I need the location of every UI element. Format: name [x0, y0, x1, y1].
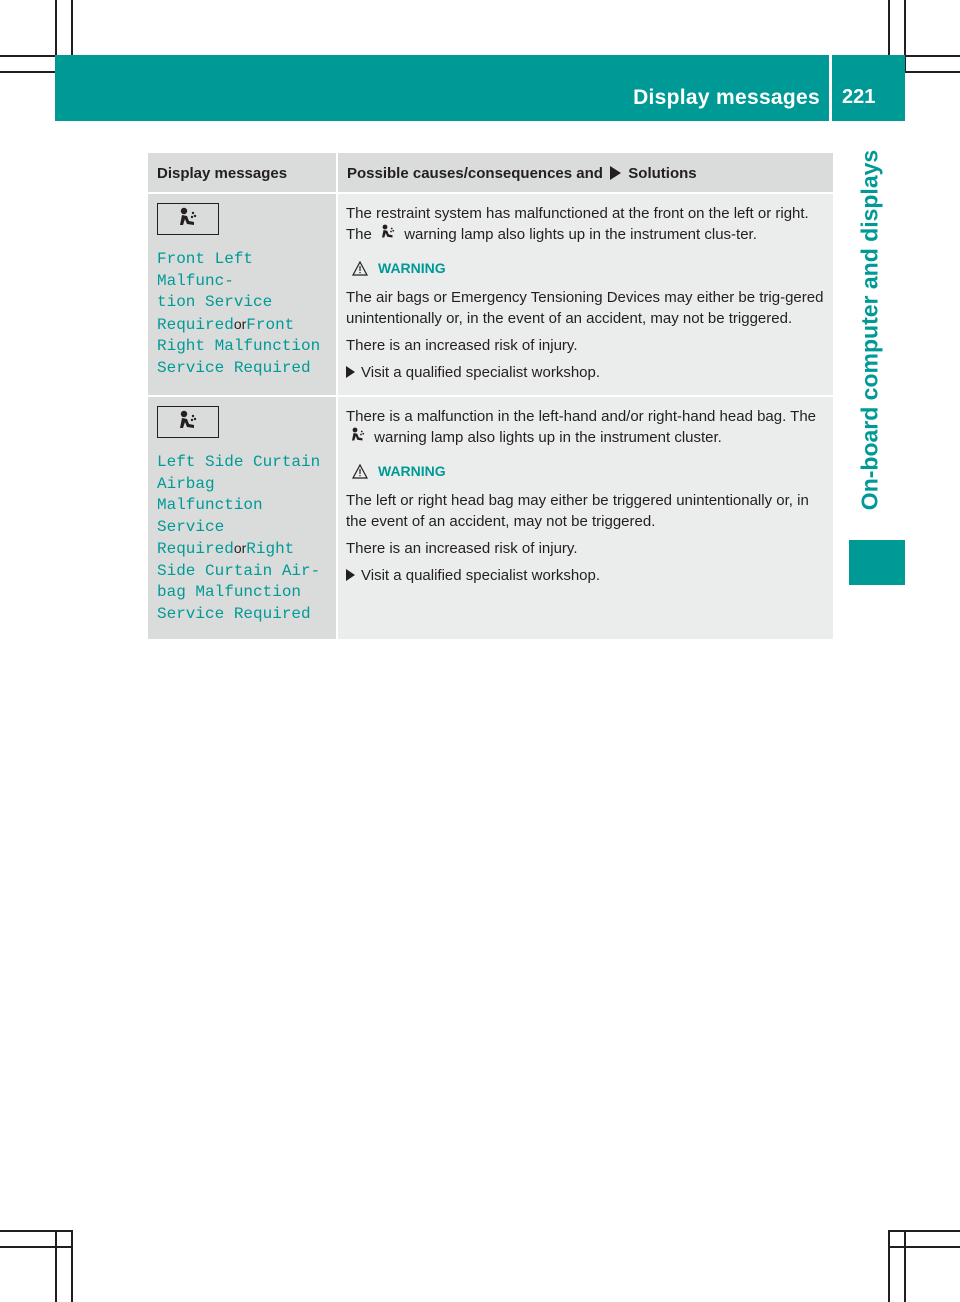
- or-word: or: [233, 540, 247, 556]
- message-fragment: Service Required: [157, 604, 311, 623]
- description-text: [346, 203, 827, 248]
- crop-mark: [55, 1230, 57, 1302]
- table-row: [148, 395, 833, 639]
- crop-mark: [904, 1230, 906, 1302]
- play-arrow-icon: [610, 166, 621, 180]
- action-arrow-icon: [346, 366, 355, 378]
- action-item: [346, 565, 827, 586]
- display-message-cell: [148, 395, 338, 639]
- warning-text: The air bags or Emergency Tensioning Devices may either be trig-gered unintentionally or, in the event of an accident, may not be triggered.: [346, 289, 824, 327]
- display-message-cell: [148, 192, 338, 395]
- warning-label: WARNING: [378, 463, 446, 479]
- display-messages-table: [148, 153, 833, 639]
- message-fragment: Malfunc-: [157, 271, 234, 290]
- col-header-causes: [338, 153, 833, 192]
- message-fragment: Front: [246, 315, 295, 334]
- action-item: [346, 362, 827, 383]
- causes-cell: [338, 192, 833, 395]
- warning-label: WARNING: [378, 260, 446, 276]
- risk-text: There is an increased risk of injury.: [346, 540, 578, 557]
- description-part: warning lamp also lights up in the instrument clus-ter.: [404, 226, 757, 243]
- message-fragment: Right Malfunction: [157, 337, 321, 355]
- col-header-display-messages: Display messages: [148, 153, 338, 192]
- warning-triangle-icon: [352, 261, 368, 276]
- message-fragment: Service: [157, 517, 225, 536]
- message-fragment: Front: [157, 250, 206, 268]
- crop-mark: [888, 1230, 960, 1232]
- or-word: or: [233, 315, 247, 332]
- section-side-label: On-board computer and displays: [856, 149, 883, 511]
- warning-text: The left or right head bag may either be triggered unintentionally or, in the event of an accident, may not be triggered.: [346, 492, 809, 530]
- risk-text: There is an increased risk of injury.: [346, 337, 578, 354]
- crop-mark: [0, 1230, 73, 1232]
- causes-cell: [338, 395, 833, 639]
- description-part: There is a malfunction in the left-hand and/or right-hand head bag. The: [346, 408, 817, 425]
- message-fragment: Left Side Curtain: [157, 453, 321, 471]
- message-fragment: Side Curtain Air-: [157, 561, 321, 580]
- message-fragment: Right: [246, 540, 295, 558]
- action-arrow-icon: [346, 569, 355, 581]
- col-header-causes-text: Possible causes/consequences and: [347, 165, 603, 182]
- page-number: 221: [842, 86, 876, 108]
- airbag-warning-icon: [380, 224, 396, 248]
- action-text: Visit a qualified specialist workshop.: [361, 364, 601, 381]
- message-fragment: Left: [214, 250, 254, 268]
- crop-mark: [888, 1246, 960, 1248]
- crop-mark: [71, 1230, 73, 1302]
- message-fragment: Service Required: [157, 358, 311, 377]
- message-text: [157, 249, 327, 379]
- airbag-warning-icon: [350, 427, 366, 451]
- description-text: [346, 406, 827, 451]
- message-fragment: tion Service: [157, 293, 273, 311]
- crop-mark: [888, 1230, 890, 1302]
- warning-heading: [352, 258, 827, 279]
- warning-heading: [352, 461, 827, 482]
- description-part: warning lamp also lights up in the instrument cluster.: [374, 429, 722, 446]
- col-header-solutions-text: Solutions: [628, 165, 697, 182]
- message-fragment: Malfunction: [157, 496, 263, 514]
- warning-triangle-icon: [352, 464, 368, 479]
- airbag-warning-icon: [157, 203, 219, 235]
- crop-mark: [0, 1246, 73, 1248]
- section-marker: [849, 540, 905, 585]
- message-text: [157, 452, 327, 625]
- message-fragment: Required: [157, 315, 234, 334]
- header-divider: [829, 55, 832, 121]
- message-fragment: bag Malfunction: [157, 583, 302, 601]
- message-fragment: Required: [157, 540, 234, 558]
- description-part: The restraint system has malfunctioned at the front on the left or right. The: [346, 205, 809, 243]
- action-text: Visit a qualified specialist workshop.: [361, 567, 601, 584]
- airbag-warning-icon: [157, 406, 219, 438]
- table-header-row: [148, 153, 833, 192]
- table-row: [148, 192, 833, 395]
- page-title: Display messages: [633, 86, 820, 109]
- message-fragment: Airbag: [157, 474, 215, 493]
